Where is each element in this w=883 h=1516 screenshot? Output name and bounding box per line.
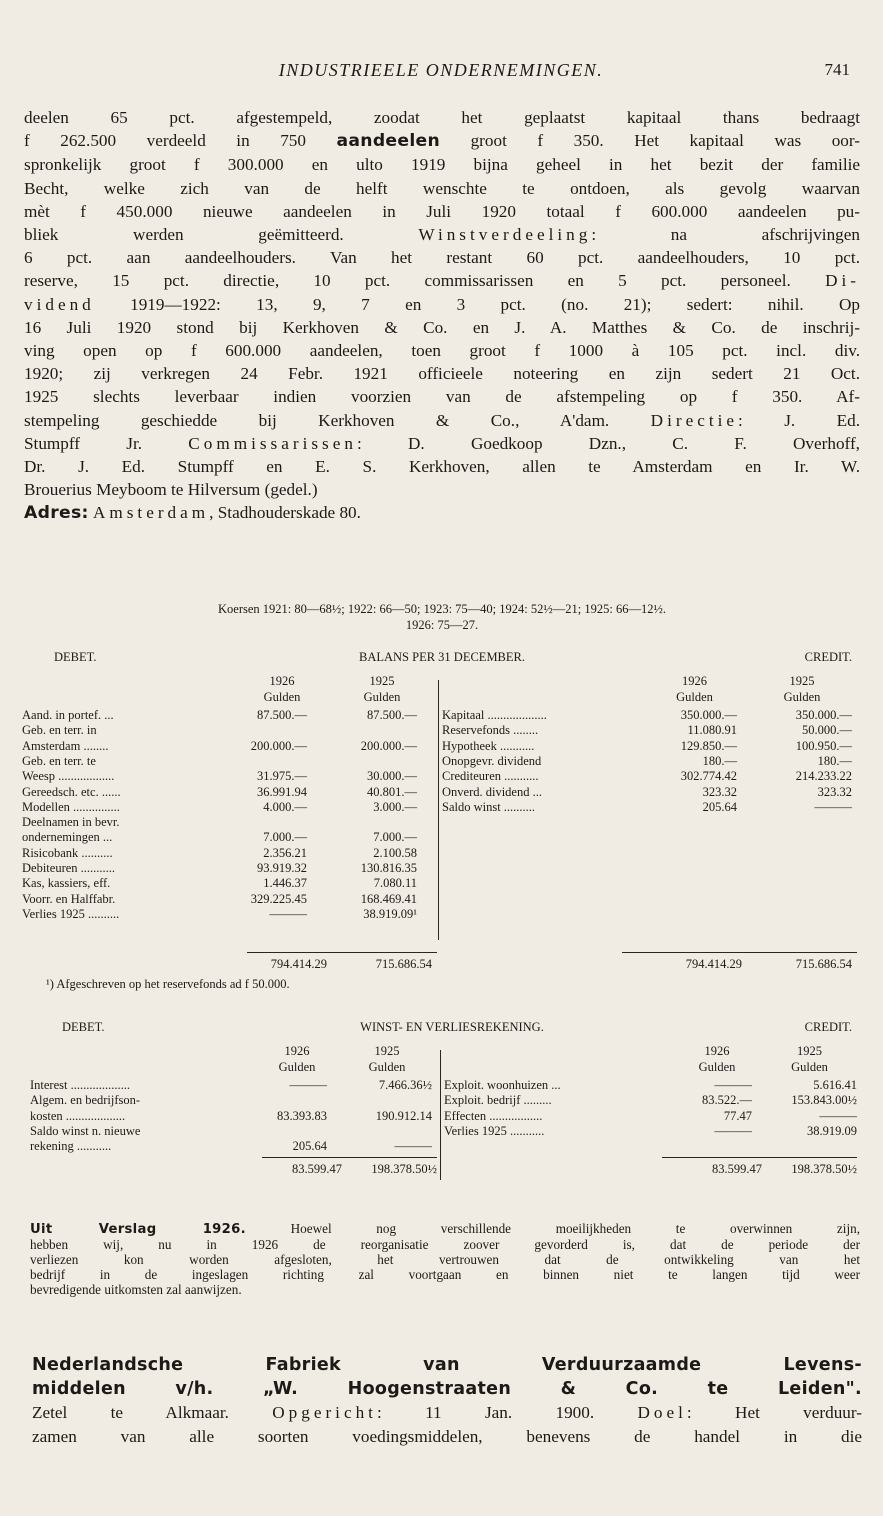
report-line: verliezen kon worden afgesloten, het vertrouwen dat de ontwikkeling van het [30,1252,860,1267]
row-label: Algem. en bedrijfson- [30,1093,141,1108]
row-label: Weesp .................. [22,769,115,784]
text-line [24,269,860,292]
column-divider [440,1050,441,1180]
row-label: ondernemingen ... [22,830,113,845]
dividend-label-start: Di- [825,271,860,291]
row-value-1926: 11.080.91 [687,723,737,738]
total-rule [662,1157,857,1158]
row-value-1926: 31.975.— [257,769,307,784]
text-fragment: f 262.500 verdeeld in 750 [24,131,337,151]
row-value-1925: 180.— [817,753,852,768]
row-label: Reservefonds ........ [442,723,539,738]
row-value-1926: 83.522.— [702,1093,752,1108]
text-fragment: Hoewel nog verschillende moeilijkheden te overwinnen zijn, [245,1221,860,1236]
zetel-text: Zetel te Alkmaar. [32,1403,273,1422]
row-label: Exploit. bedrijf ......... [444,1093,552,1108]
report-line: hebben wij, nu in 1926 de reorganisatie zoover gevorderd is, dat de periode der [30,1237,860,1252]
text-line: 1920; zij verkregen 24 Febr. 1921 officieele noteering en zijn sedert 21 Oct. [24,364,860,384]
text-line: 16 Juli 1920 stond bij Kerkhoven & Co. en J. A. Matthes & Co. de inschrij- [24,317,860,337]
total-rule [622,952,857,953]
year-1926: 1926 [704,1044,730,1058]
annual-report-excerpt [30,1221,860,1297]
total-rule [247,952,437,953]
text-fragment: stempeling geschiedde bij Kerkhoven & Co., A'dam. [24,410,651,430]
row-value-1926: 200.000.— [250,738,307,753]
row-value-1925: 40.801.— [367,784,417,799]
balans-total-credit-1925: 715.686.54 [795,957,852,971]
winst-total-credit-1926: 83.599.47 [712,1162,762,1176]
year-1925: 1925 [789,674,815,688]
balans-debet-label: DEBET. [54,650,97,664]
row-value-1926: 350.000.— [680,708,737,722]
unit-gulden: Gulden [263,690,301,704]
adres-street: , Stadhouderskade 80. [209,503,361,523]
row-value-1926: 180.— [702,753,737,768]
row-value-1926: 77.47 [723,1108,752,1123]
row-value-1925: 7.466.36½ [378,1078,432,1092]
text-fragment: Stumpff Jr. [24,433,189,453]
row-value-1925: 7.080.11 [373,876,417,891]
text-line [32,1401,862,1425]
profit-loss-account [22,1020,862,1210]
row-value-1925: 30.000.— [367,769,417,784]
unit-gulden: Gulden [278,1060,316,1074]
row-value-1925: 2.100.58 [373,845,417,860]
row-value-1925: 3.000.— [373,799,417,814]
balans-title: BALANS PER 31 DECEMBER. [359,650,525,664]
text-line: zamen van alle soorten voedingsmiddelen, benevens de handel in die [32,1427,862,1446]
unit-gulden: Gulden [791,1060,828,1074]
row-value-1926: 2.356.21 [263,845,307,860]
year-1925: 1925 [797,1044,822,1058]
row-value-1926: 83.393.83 [277,1108,327,1123]
row-label: Gereedsch. etc. ...... [22,784,121,799]
row-value-1926: 323.32 [702,784,737,799]
year-1926: 1926 [284,1044,310,1058]
total-rule [262,1157,437,1158]
dividend-label-rest: vidend [24,294,95,314]
winst-title: WINST- EN VERLIESREKENING. [360,1020,544,1034]
text-line: spronkelijk groot f 300.000 en ulto 1919 bijna geheel in het bezit der familie [24,155,860,175]
winst-total-debet-1925: 198.378.50½ [371,1162,437,1176]
company-name-line-1: Nederlandsche Fabriek van Verduurzaamde Levens- [32,1355,862,1375]
row-value-1925: 200.000.— [360,738,417,753]
balans-total-debet-1926: 794.414.29 [270,957,327,971]
row-label: Voorr. en Halffabr. [22,891,116,906]
text-line [24,223,860,246]
text-line [24,293,860,316]
report-line [30,1221,860,1237]
row-value-1926: 1.446.37 [263,876,307,891]
row-label: Deelnamen in bevr. [22,815,120,830]
row-value-1925: 5.616.41 [813,1078,857,1092]
balans-footnote: ¹) Afgeschreven op het reservefonds ad f 50.000. [46,977,290,991]
balance-sheet [22,650,862,990]
row-value-1926: 93.919.32 [257,861,307,875]
next-company-entry [32,1353,862,1449]
row-label: Amsterdam ........ [22,738,109,753]
company-name-line-2: middelen v/h. „W. Hoogenstraaten & Co. te Leiden". [32,1379,862,1399]
year-1926: 1926 [269,674,295,688]
text-line: ving open op f 600.000 aandeelen, toen groot f 1000 à 105 pct. incl. div. [24,341,860,361]
text-line: Dr. J. Ed. Stumpff en E. S. Kerkhoven, allen te Amsterdam en Ir. W. [24,457,860,477]
text-fragment: 1919—1922: 13, 9, 7 en 3 pct. (no. 21); sedert: nihil. Op [94,294,860,314]
row-value-1925: 100.950.— [795,738,852,753]
report-line: bevredigende uitkomsten zal aanwijzen. [30,1282,242,1297]
text-fragment: : J. Ed. [738,410,860,430]
balans-total-credit-1926: 794.414.29 [685,957,742,971]
row-label: Geb. en terr. in [22,723,97,738]
row-value-1926: 4.000.— [263,799,307,814]
directie-label: Directie [650,410,739,430]
opgericht-label: Opgericht [272,1403,377,1422]
row-value-1925: ——— [819,1108,857,1123]
text-line: Becht, welke zich van de helft wenschte te ontdoen, als gevolg waarvan [24,178,860,198]
year-1925: 1925 [374,1044,400,1058]
row-value-1925: 50.000.— [802,723,852,738]
row-value-1926: 205.64 [702,799,737,814]
row-value-1926: 302.774.42 [680,769,737,784]
unit-gulden: Gulden [698,1060,736,1074]
adres-line [24,501,860,525]
adres-label: Adres: [24,503,89,524]
doel-label: Doel [637,1403,687,1422]
balans-credit-label: CREDIT. [804,650,852,664]
balans-total-debet-1925: 715.686.54 [375,957,432,971]
row-label: rekening ........... [30,1139,112,1154]
year-1925: 1925 [369,674,395,688]
row-value-1925: 7.000.— [373,830,417,845]
year-1926: 1926 [682,674,707,688]
row-label: Verlies 1925 .......... [22,906,120,921]
row-label: Onopgevr. dividend [442,753,542,768]
winst-credit-label: CREDIT. [804,1020,852,1034]
row-label: Risicobank .......... [22,845,113,860]
row-value-1926: 87.500.— [257,708,307,722]
row-value-1925: 38.919.09 [807,1123,857,1138]
running-title: INDUSTRIEELE ONDERNEMINGEN. [278,60,604,80]
company-description [24,106,860,526]
aandeelen-emphasis: aandeelen [336,131,441,152]
unit-gulden: Gulden [783,690,821,704]
text-line: Brouerius Meyboom te Hilversum (gedel.) [24,480,318,500]
row-value-1925: 130.816.35 [360,861,417,875]
row-label: Modellen ............... [22,799,120,814]
text-fragment: : 11 Jan. 1900. [376,1403,638,1422]
row-label: Debiteuren ........... [22,861,116,875]
row-value-1925: 87.500.— [367,708,417,722]
row-label: kosten ................... [30,1108,126,1123]
row-label: Hypotheek ........... [442,738,535,753]
text-fragment: : na afschrijvingen [591,225,860,245]
winst-total-credit-1925: 198.378.50½ [791,1162,857,1176]
row-label: Interest ................... [30,1078,130,1092]
text-fragment: groot f 350. Het kapitaal was oor- [440,131,860,151]
row-value-1925: ——— [394,1139,432,1154]
row-value-1926: 329.225.45 [250,891,307,906]
koersen-line-2: 1926: 75—27. [405,618,479,632]
koersen-block [24,601,860,633]
row-value-1925: 190.912.14 [375,1108,432,1123]
text-line [24,432,860,455]
row-value-1926: 129.850.— [680,738,737,753]
report-line: bedrijf in de ingeslagen richting zal voortgaan en binnen niet te langen tijd weer [30,1267,860,1282]
unit-gulden: Gulden [368,1060,406,1074]
row-label: Geb. en terr. te [22,753,96,768]
winst-debet-label: DEBET. [62,1020,105,1034]
row-label: Aand. in portef. ... [22,708,114,722]
unit-gulden: Gulden [676,690,713,704]
report-label: Uit Verslag 1926. [30,1222,246,1237]
text-fragment: reserve, 15 pct. directie, 10 pct. commissarissen en 5 pct. personeel. [24,271,826,291]
row-value-1926: 205.64 [292,1139,327,1154]
row-value-1925: 168.469.41 [360,891,417,906]
row-value-1926: 36.991.94 [257,784,307,799]
row-value-1925: 214.233.22 [795,769,852,784]
row-value-1926: ——— [269,906,307,921]
unit-gulden: Gulden [363,690,401,704]
text-fragment: bliek werden geëmitteerd. [24,225,419,245]
row-value-1925: 38.919.09¹ [363,906,417,921]
text-fragment: : Het verduur- [686,1403,862,1422]
row-label: Saldo winst .......... [442,799,536,814]
row-label: Effecten ................. [444,1108,543,1123]
text-line: 1925 slechts leverbaar indien voorzien van de afstempeling op f 350. Af- [24,387,860,407]
winstverdeeling-label: Winstverdeeling [418,225,592,245]
text-line [24,129,860,153]
commissarissen-label: Commissarissen [188,433,357,453]
row-label: Crediteuren ........... [442,769,539,784]
row-value-1925: ——— [814,799,852,814]
row-value-1926: ——— [289,1078,327,1092]
adres-city: Amsterdam [92,503,210,523]
row-label: Kas, kassiers, eff. [22,876,111,891]
koersen-line-1: Koersen 1921: 80—68½; 1922: 66—50; 1923: 75—40; 1924: 52½—21; 1925: 66—12½. [218,602,666,616]
row-value-1925: 350.000.— [795,708,852,722]
text-fragment: : D. Goedkoop Dzn., C. F. Overhoff, [356,433,860,453]
text-line: mèt f 450.000 nieuwe aandeelen in Juli 1920 totaal f 600.000 aandeelen pu- [24,201,860,221]
row-label: Onverd. dividend ... [442,784,542,799]
row-label: Verlies 1925 ........... [444,1123,545,1138]
text-line: deelen 65 pct. afgestempeld, zoodat het geplaatst kapitaal thans bedraagt [24,108,860,127]
row-label: Saldo winst n. nieuwe [30,1123,141,1138]
row-value-1925: 153.843.00½ [791,1093,857,1108]
text-line [24,409,860,432]
page-header [24,60,858,88]
column-divider [438,680,439,940]
row-value-1925: 323.32 [817,784,852,799]
row-value-1926: ——— [714,1078,752,1092]
row-value-1926: 7.000.— [263,830,307,845]
winst-total-debet-1926: 83.599.47 [292,1162,342,1176]
page-number: 741 [824,60,850,79]
text-line: 6 pct. aan aandeelhouders. Van het restant 60 pct. aandeelhouders, 10 pct. [24,248,860,268]
row-label: Kapitaal ................... [442,708,547,722]
row-label: Exploit. woonhuizen ... [444,1078,561,1092]
row-value-1926: ——— [714,1123,752,1138]
